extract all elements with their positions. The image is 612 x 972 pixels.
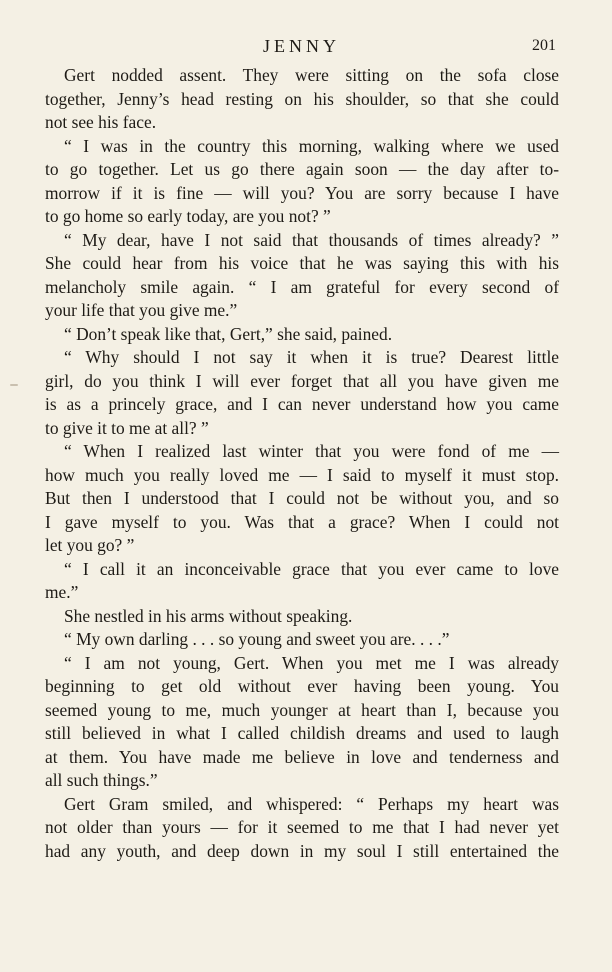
text-line: “ I am not young, Gert. When you met me I was already	[64, 652, 559, 673]
text-line: morrow if it is fine — will you? You are sorry because I have	[45, 182, 559, 203]
text-line: I gave myself to you. Was that a grace? When I could not	[45, 511, 559, 532]
text-line: at them. You have made me believe in love and tenderness and	[45, 746, 559, 767]
text-line: Gert nodded assent. They were sitting on the sofa close	[64, 65, 559, 85]
text-line: “ My own darling . . . so young and sweet you are. . . .”	[64, 629, 450, 649]
paragraph	[45, 346, 559, 440]
text-line: Gert Gram smiled, and whispered: “ Perhaps my heart was	[64, 793, 559, 814]
text-line: let you go? ”	[45, 535, 135, 555]
paragraph	[45, 558, 559, 605]
text-line: still believed in what I called childish dreams and used to laugh	[45, 723, 559, 743]
text-line: your life that you give me.”	[45, 300, 238, 320]
running-head	[45, 34, 558, 58]
text-line: “ I call it an inconceivable grace that you ever came to love	[64, 558, 559, 579]
text-line: together, Jenny’s head resting on his shoulder, so that she could	[45, 88, 559, 109]
paragraph	[45, 440, 559, 558]
text-line: beginning to get old without ever having been young. You	[45, 676, 559, 696]
text-line: “ Why should I not say it when it is true? Dearest little	[64, 347, 559, 367]
text-line: not older than yours — for it seemed to me that I had never yet	[45, 817, 559, 837]
text-line: “ I was in the country this morning, walking where we used	[64, 135, 559, 156]
paragraph	[45, 793, 559, 864]
text-line: But then I understood that I could not be without you, and so	[45, 488, 559, 508]
text-line: “ When I realized last winter that you were fond of me —	[64, 441, 559, 461]
paragraph	[45, 628, 559, 652]
paragraph	[45, 605, 559, 629]
text-line: is as a princely grace, and I can never understand how you came	[45, 394, 559, 414]
text-line: all such things.”	[45, 770, 158, 790]
paragraph	[45, 323, 559, 347]
text-line: to go together. Let us go there again soon — the day after to-	[45, 159, 559, 179]
running-title: JENNY	[263, 36, 340, 56]
text-line: me.”	[45, 582, 79, 602]
paragraph	[45, 64, 559, 135]
page-number: 201	[532, 37, 556, 54]
text-line: She nestled in his arms without speaking.	[64, 605, 353, 626]
text-line: “ Don’t speak like that, Gert,” she said, pained.	[64, 323, 393, 344]
body-text	[45, 64, 559, 874]
margin-mark	[10, 384, 18, 386]
text-line: She could hear from his voice that he was saying this with his	[45, 253, 559, 273]
paragraph	[45, 652, 559, 793]
text-line: how much you really loved me — I said to myself it must stop.	[45, 464, 559, 485]
text-line: to give it to me at all? ”	[45, 417, 209, 438]
text-line: not see his face.	[45, 112, 157, 132]
text-line: to go home so early today, are you not? ”	[45, 206, 331, 226]
paragraph	[45, 229, 559, 323]
text-line: had any youth, and deep down in my soul I still entertained the	[45, 840, 559, 861]
paragraph	[45, 135, 559, 229]
text-line: girl, do you think I will ever forget that all you have given me	[45, 370, 559, 391]
text-line: seemed young to me, much younger at heart than I, because you	[45, 699, 559, 720]
text-line: “ My dear, have I not said that thousands of times already? ”	[64, 229, 559, 250]
text-line: melancholy smile again. “ I am grateful for every second of	[45, 276, 559, 297]
